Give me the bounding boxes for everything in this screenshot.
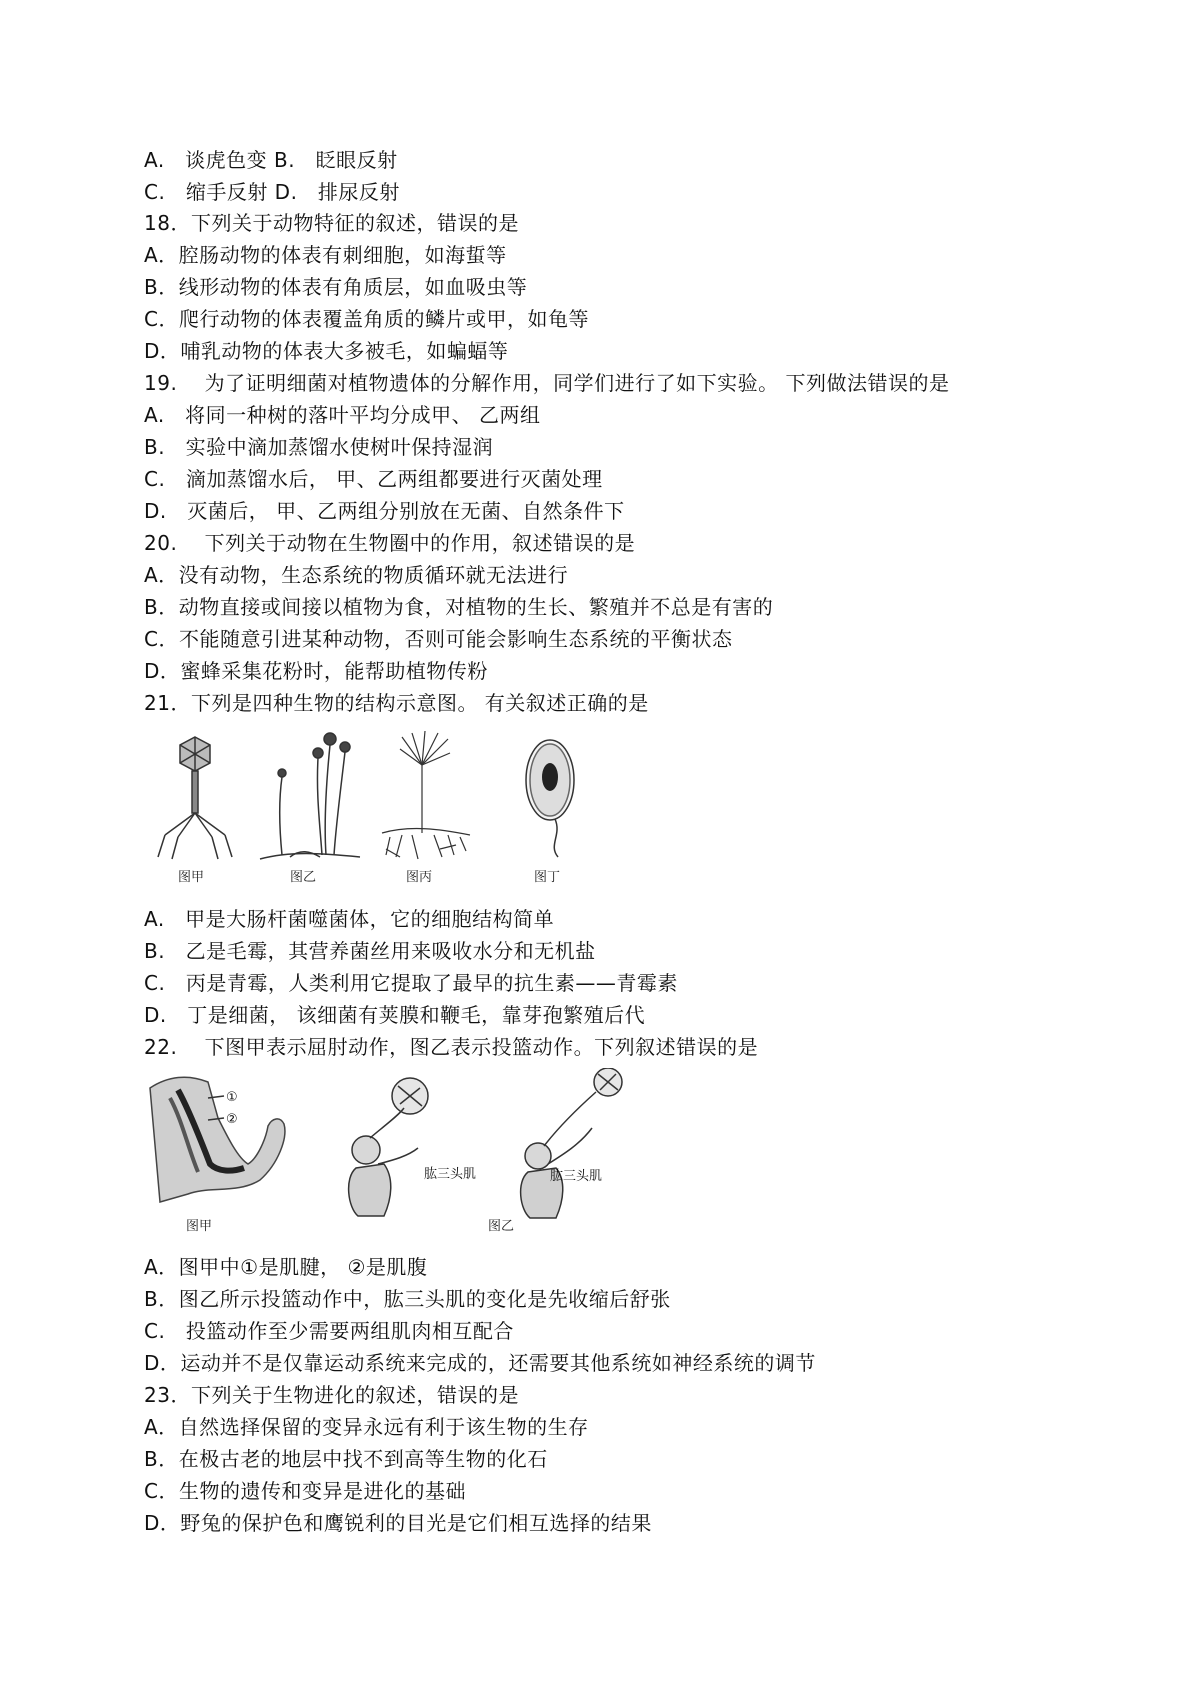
penicillium-drawing: [382, 731, 470, 859]
q22-option-c: C. 投篮动作至少需要两组肌肉相互配合: [144, 1319, 514, 1343]
q21-option-b: B. 乙是毛霉，其营养菌丝用来吸收水分和无机盐: [144, 939, 596, 963]
q17-options-ab: A. 谈虎色变 B. 眨眼反射: [144, 148, 398, 172]
q22-stem: 22. 下图甲表示屈肘动作，图乙表示投篮动作。下列叙述错误的是: [144, 1035, 759, 1059]
muscle-label-left: 肱三头肌: [424, 1167, 477, 1182]
q22-option-a: A．图甲中①是肌腱， ②是肌腹: [144, 1255, 428, 1279]
fig21-caption-bing: 图丙: [406, 870, 433, 885]
q21-option-a: A. 甲是大肠杆菌噬菌体，它的细胞结构简单: [144, 907, 555, 931]
q20-option-a: A．没有动物，生态系统的物质循环就无法进行: [144, 563, 569, 587]
q21-option-c: C. 丙是青霉，人类利用它提取了最早的抗生素——青霉素: [144, 971, 678, 995]
q19-option-c: C. 滴加蒸馏水后， 甲、乙两组都要进行灭菌处理: [144, 467, 603, 491]
mucor-drawing: [260, 733, 360, 859]
fig21-caption-yi: 图乙: [290, 870, 317, 885]
q18-option-b: B．线形动物的体表有角质层，如血吸虫等: [144, 275, 528, 299]
fig22-caption-jia: 图甲: [186, 1219, 213, 1234]
q20-stem: 20. 下列关于动物在生物圈中的作用，叙述错误的是: [144, 531, 636, 555]
q20-option-b: B．动物直接或间接以植物为食，对植物的生长、繁殖并不总是有害的: [144, 595, 774, 619]
bacterium-drawing: [526, 740, 574, 857]
q18-stem: 18．下列关于动物特征的叙述，错误的是: [144, 211, 519, 235]
q19-option-a: A. 将同一种树的落叶平均分成甲、 乙两组: [144, 403, 541, 427]
q23-stem: 23．下列关于生物进化的叙述，错误的是: [144, 1383, 519, 1407]
q19-option-d: D. 灭菌后， 甲、乙两组分别放在无菌、自然条件下: [144, 499, 625, 523]
q19-option-b: B. 实验中滴加蒸馏水使树叶保持湿润: [144, 435, 494, 459]
flexed-arm-drawing: [150, 1077, 285, 1202]
fig22-caption-yi: 图乙: [488, 1219, 515, 1234]
q23-option-c: C．生物的遗传和变异是进化的基础: [144, 1479, 466, 1503]
q18-option-d: D．哺乳动物的体表大多被毛，如蝙蝠等: [144, 339, 509, 363]
fig21-caption-jia: 图甲: [178, 870, 205, 885]
q22-option-d: D．运动并不是仅靠运动系统来完成的，还需要其他系统如神经系统的调节: [144, 1351, 816, 1375]
phage-drawing: [158, 737, 232, 859]
muscle-label-right: 肱三头肌: [550, 1169, 603, 1184]
q21-stem: 21．下列是四种生物的结构示意图。 有关叙述正确的是: [144, 691, 649, 715]
q18-option-a: A．腔肠动物的体表有刺细胞，如海蜇等: [144, 243, 507, 267]
q20-option-c: C．不能随意引进某种动物，否则可能会影响生态系统的平衡状态: [144, 627, 733, 651]
q21-option-d: D. 丁是细菌， 该细菌有荚膜和鞭毛，靠芽孢繁殖后代: [144, 1003, 646, 1027]
q19-stem: 19. 为了证明细菌对植物遗体的分解作用，同学们进行了如下实验。 下列做法错误的是: [144, 371, 950, 395]
label-circled-2: ②: [226, 1112, 238, 1127]
label-circled-1: ①: [226, 1090, 238, 1105]
q22-option-b: B．图乙所示投篮动作中，肱三头肌的变化是先收缩后舒张: [144, 1287, 671, 1311]
q23-option-b: B．在极古老的地层中找不到高等生物的化石: [144, 1447, 548, 1471]
q23-option-a: A．自然选择保留的变异永远有利于该生物的生存: [144, 1415, 589, 1439]
q23-option-d: D．野兔的保护色和鹰锐利的目光是它们相互选择的结果: [144, 1511, 652, 1535]
q17-options-cd: C. 缩手反射 D. 排尿反射: [144, 180, 400, 204]
basketball-players-drawing: [349, 1068, 622, 1218]
q22-figure: [148, 1068, 708, 1238]
q18-option-c: C．爬行动物的体表覆盖角质的鳞片或甲，如龟等: [144, 307, 589, 331]
fig21-caption-ding: 图丁: [534, 870, 561, 885]
q21-figure: [150, 725, 630, 885]
q20-option-d: D．蜜蜂采集花粉时，能帮助植物传粉: [144, 659, 488, 683]
